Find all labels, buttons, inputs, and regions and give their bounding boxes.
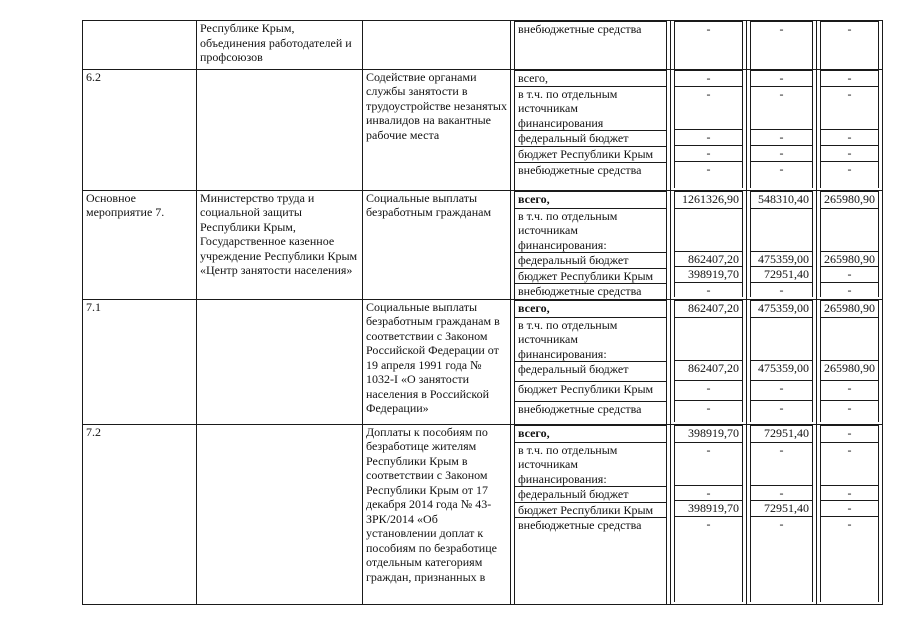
row-code: 7.1	[83, 299, 197, 424]
amount-cell-v1	[671, 190, 747, 299]
funding-source-label: в т.ч. по отдельным источникам финансирования	[515, 86, 667, 131]
amount-value: -	[821, 380, 879, 400]
funding-source-label: всего,	[515, 70, 667, 86]
funding-source-label: бюджет Республики Крым	[515, 268, 667, 284]
amount-cell-v2	[747, 69, 817, 190]
row-name: Доплаты к пособиям по безработице жителям Республики Крым в соответствии с Законом Республики Крым от 17 декабря 2014 года № 43-ЗРК/2014 «Об установлении доплат к пособиям по безработице отдельным категориям граждан, признанных в	[363, 424, 511, 604]
amount-value: -	[675, 161, 743, 188]
amount-value: -	[821, 516, 879, 602]
funding-source-label: в т.ч. по отдельным источникам финансирования:	[515, 208, 667, 253]
amount-value: 265980,90	[821, 360, 879, 380]
amount-value: -	[751, 161, 813, 188]
funding-source-label: бюджет Республики Крым	[515, 147, 667, 163]
funding-source-cell	[511, 424, 671, 604]
amount-value	[821, 208, 879, 251]
table-row	[83, 299, 883, 424]
amount-value: -	[751, 129, 813, 145]
funding-source-cell	[511, 69, 671, 190]
table-row	[83, 190, 883, 299]
amount-value: -	[751, 145, 813, 161]
amount-value: -	[675, 516, 743, 602]
amount-value: -	[821, 282, 879, 297]
amount-value: 72951,40	[751, 501, 813, 517]
amount-value: -	[675, 86, 743, 129]
amount-value: -	[751, 516, 813, 602]
amount-cell-v1	[671, 69, 747, 190]
amount-value: 475359,00	[751, 251, 813, 267]
funding-source-label: внебюджетные средства	[515, 402, 667, 424]
document-page	[82, 20, 882, 605]
amount-value: -	[751, 400, 813, 422]
amount-value: -	[821, 485, 879, 501]
row-executor: Министерство труда и социальной защиты Республики Крым, Государственное казенное учреждение Республики Крым «Центр занятости населения»	[197, 190, 363, 299]
table-row	[83, 69, 883, 190]
funding-source-label: бюджет Республики Крым	[515, 382, 667, 402]
amount-value: -	[675, 145, 743, 161]
amount-cell-v3	[817, 299, 883, 424]
row-name: Социальные выплаты безработным гражданам в соответствии с Законом Российской Федерации от 19 апреля 1991 года № 1032-I «О занятости населения в Российской Федерации»	[363, 299, 511, 424]
amount-value: -	[675, 70, 743, 86]
amount-value: -	[751, 70, 813, 86]
amount-value	[751, 317, 813, 360]
amount-value: -	[751, 282, 813, 297]
amount-value: -	[821, 425, 879, 442]
amount-value	[751, 208, 813, 251]
amount-cell-v1	[671, 299, 747, 424]
funding-source-label: всего,	[515, 191, 667, 208]
amount-value: 862407,20	[675, 251, 743, 267]
amount-value: -	[821, 400, 879, 422]
funding-source-label: внебюджетные средства	[515, 163, 667, 190]
row-executor	[197, 69, 363, 190]
funding-source-label: внебюджетные средства	[515, 22, 667, 69]
funding-source-label: всего,	[515, 425, 667, 442]
row-name: Содействие органами службы занятости в трудоустройстве незанятых инвалидов на вакантные рабочие места	[363, 69, 511, 190]
funding-source-label: в т.ч. по отдельным источникам финансирования:	[515, 442, 667, 487]
row-executor	[197, 299, 363, 424]
amount-cell-v3	[817, 69, 883, 190]
amount-value: -	[751, 442, 813, 485]
amount-cell-v3	[817, 424, 883, 604]
row-executor: Республике Крым, объединения работодателей и профсоюзов	[197, 21, 363, 70]
amount-value: 72951,40	[751, 425, 813, 442]
amount-value: -	[751, 380, 813, 400]
funding-source-label: в т.ч. по отдельным источникам финансирования:	[515, 317, 667, 362]
amount-cell-v1	[671, 21, 747, 70]
amount-value: -	[675, 442, 743, 485]
row-code: 6.2	[83, 69, 197, 190]
amount-value: -	[751, 86, 813, 129]
amount-value: 398919,70	[675, 501, 743, 517]
amount-value: 475359,00	[751, 360, 813, 380]
funding-source-label: федеральный бюджет	[515, 362, 667, 382]
funding-source-label: всего,	[515, 300, 667, 317]
amount-cell-v1	[671, 424, 747, 604]
amount-value: -	[675, 22, 743, 69]
budget-table	[82, 20, 883, 605]
table-row	[83, 21, 883, 70]
amount-value: -	[675, 400, 743, 422]
funding-source-label: бюджет Республики Крым	[515, 502, 667, 518]
amount-value: 72951,40	[751, 267, 813, 283]
row-name	[363, 21, 511, 70]
amount-value: -	[751, 22, 813, 69]
amount-cell-v2	[747, 190, 817, 299]
amount-cell-v3	[817, 21, 883, 70]
amount-value: -	[821, 145, 879, 161]
amount-cell-v2	[747, 21, 817, 70]
funding-source-label: внебюджетные средства	[515, 284, 667, 299]
funding-source-label: федеральный бюджет	[515, 131, 667, 147]
amount-value: -	[675, 282, 743, 297]
amount-value: 862407,20	[675, 300, 743, 317]
amount-cell-v2	[747, 424, 817, 604]
amount-value: 398919,70	[675, 425, 743, 442]
amount-value: -	[751, 485, 813, 501]
row-executor	[197, 424, 363, 604]
amount-value: 398919,70	[675, 267, 743, 283]
amount-value: 1261326,90	[675, 191, 743, 208]
funding-source-label: федеральный бюджет	[515, 487, 667, 503]
amount-value: 475359,00	[751, 300, 813, 317]
row-code: Основное мероприятие 7.	[83, 190, 197, 299]
amount-value: -	[821, 22, 879, 69]
amount-value	[675, 317, 743, 360]
amount-cell-v2	[747, 299, 817, 424]
amount-value: 265980,90	[821, 300, 879, 317]
amount-value	[675, 208, 743, 251]
amount-cell-v3	[817, 190, 883, 299]
amount-value: -	[821, 70, 879, 86]
funding-source-cell	[511, 190, 671, 299]
amount-value: -	[675, 485, 743, 501]
funding-source-cell	[511, 21, 671, 70]
funding-source-label: внебюджетные средства	[515, 518, 667, 604]
row-code: 7.2	[83, 424, 197, 604]
amount-value: 265980,90	[821, 251, 879, 267]
table-row	[83, 424, 883, 604]
amount-value: 862407,20	[675, 360, 743, 380]
amount-value	[821, 317, 879, 360]
funding-source-label: федеральный бюджет	[515, 253, 667, 269]
funding-source-cell	[511, 299, 671, 424]
amount-value: 265980,90	[821, 191, 879, 208]
row-code	[83, 21, 197, 70]
amount-value: -	[821, 86, 879, 129]
amount-value: -	[675, 380, 743, 400]
amount-value: 548310,40	[751, 191, 813, 208]
amount-value: -	[821, 501, 879, 517]
amount-value: -	[821, 161, 879, 188]
amount-value: -	[821, 267, 879, 283]
amount-value: -	[675, 129, 743, 145]
amount-value: -	[821, 129, 879, 145]
amount-value: -	[821, 442, 879, 485]
row-name: Социальные выплаты безработным гражданам	[363, 190, 511, 299]
